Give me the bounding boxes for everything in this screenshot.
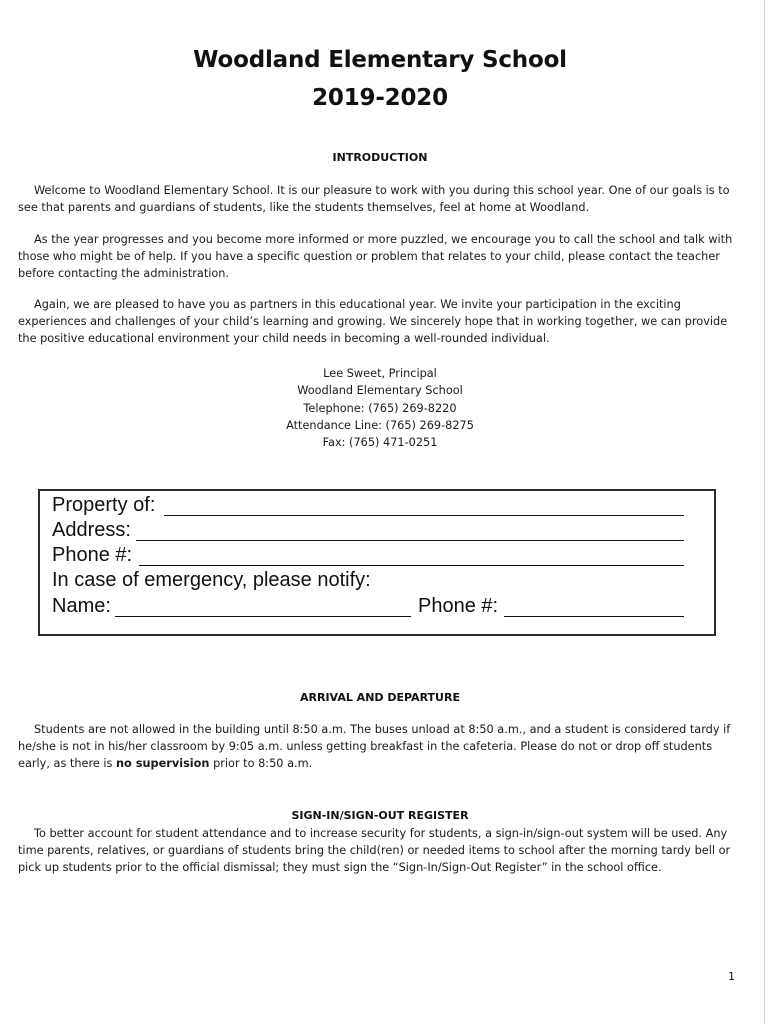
signin-paragraph: To better account for student attendance and to increase security for students, a sign-in/sign-out system will be used. Any time parents, relatives, or guardians of students bring the child(ren) or needed items to school after the morning tardy bell or pick up students prior to the official dismissal; they must sign the “Sign-In/Sign-Out Register” in the school office. xyxy=(18,827,731,875)
emergency-name-label: Name: xyxy=(52,595,111,617)
property-form-box xyxy=(38,489,716,636)
school-year: 2019-2020 xyxy=(312,85,448,111)
phone-label: Phone #: xyxy=(52,544,133,566)
page-number: 1 xyxy=(728,970,735,983)
emergency-phone-label: Phone #: xyxy=(418,595,499,617)
no-supervision-emphasis: no supervision xyxy=(116,757,210,771)
intro-paragraph-1: Welcome to Woodland Elementary School. It is our pleasure to work with you during this school year. One of our goals is to see that parents and guardians of students, like the students themselves, feel at home at Woodland. xyxy=(18,184,730,215)
address-blank[interactable] xyxy=(136,540,684,541)
principal-name: Lee Sweet, Principal xyxy=(323,367,437,380)
phone-blank[interactable] xyxy=(139,565,684,566)
property-of-label: Property of: xyxy=(52,494,156,516)
arrival-paragraph: Students are not allowed in the building until 8:50 a.m. The buses unload at 8:50 a.m., and a student is considered tardy if he/she is not in his/her classroom by 9:05 a.m. unless getting breakfast in the cafeteria. Please do not or drop off students early, as there is no supervision prior to 8:50 a.m. xyxy=(18,723,731,771)
attendance-line: Attendance Line: (765) 269-8275 xyxy=(286,418,474,432)
fax-line: Fax: (765) 471-0251 xyxy=(322,436,438,450)
emergency-name-blank[interactable] xyxy=(115,616,411,617)
scan-edge-line xyxy=(764,0,765,1024)
contact-school-name: Woodland Elementary School xyxy=(297,384,463,398)
address-label: Address: xyxy=(52,519,131,541)
property-of-blank[interactable] xyxy=(164,515,684,516)
emergency-phone-blank[interactable] xyxy=(504,616,684,617)
introduction-heading: INTRODUCTION xyxy=(332,151,428,164)
intro-paragraph-3: Again, we are pleased to have you as partners in this educational year. We invite your participation in the exciting experiences and challenges of your child’s learning and growing. We sincerely hope that in working together, we can provide the positive educational environment your child needs in becoming a well-rounded individual. xyxy=(18,298,728,346)
signin-signout-heading: SIGN-IN/SIGN-OUT REGISTER xyxy=(291,809,469,822)
principal-contact-block xyxy=(0,365,760,451)
telephone-line: Telephone: (765) 269-8220 xyxy=(303,401,457,415)
intro-paragraph-2: As the year progresses and you become more informed or more puzzled, we encourage you to call the school and talk with those who might be of help. If you have a specific question or problem that relates to your child, please contact the teacher before contacting the administration. xyxy=(18,233,733,281)
emergency-notify-label: In case of emergency, please notify: xyxy=(52,569,371,591)
school-title: Woodland Elementary School xyxy=(193,47,567,73)
arrival-departure-heading: ARRIVAL AND DEPARTURE xyxy=(300,691,460,704)
